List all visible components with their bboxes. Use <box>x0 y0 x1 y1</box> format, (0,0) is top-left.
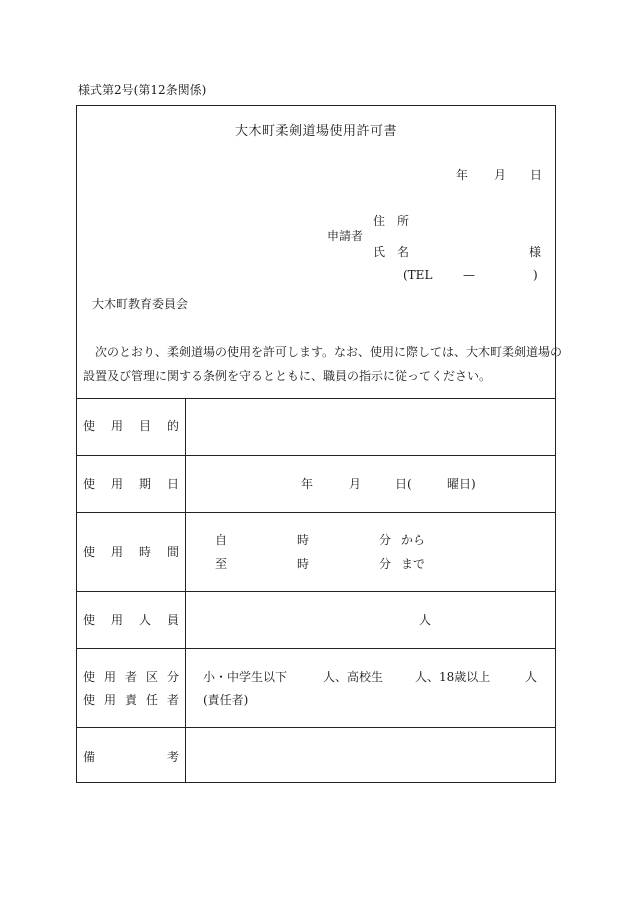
label-char: 時 <box>138 545 151 559</box>
label-char: 人 <box>138 613 151 627</box>
label-char: 使 <box>83 419 96 433</box>
time-from-hour: 時 <box>297 533 310 547</box>
responsible-label <box>83 694 179 706</box>
label-char: 使 <box>83 670 96 684</box>
time-to-hour: 時 <box>297 557 310 571</box>
label-char: 用 <box>110 419 123 433</box>
label-char: 使 <box>83 545 96 559</box>
label-char: 使 <box>83 693 96 707</box>
form-number: 様式第2号(第12条関係) <box>78 83 207 97</box>
row-divider <box>77 648 555 649</box>
time-from-suffix: から <box>401 533 426 547</box>
label-char: 区 <box>145 670 158 684</box>
people-label <box>83 614 179 626</box>
label-char: 日 <box>166 477 179 491</box>
label-char: 用 <box>103 693 116 707</box>
row-divider <box>77 727 555 728</box>
honorific: 様 <box>529 245 542 259</box>
label-char: 使 <box>83 613 96 627</box>
row-divider <box>77 455 555 456</box>
remarks-label-start: 備 <box>83 750 96 764</box>
row-divider <box>77 512 555 513</box>
date-day: 日 <box>530 168 543 182</box>
tel-dash: — <box>463 268 475 282</box>
label-char: 分 <box>166 670 179 684</box>
label-char: 者 <box>166 693 179 707</box>
period-day: 日( <box>395 477 412 491</box>
tel-label: (TEL <box>403 268 433 282</box>
time-label <box>83 546 179 558</box>
category-person1: 人、高校生 <box>323 670 384 684</box>
body-text-line1: 次のとおり、柔剣道場の使用を許可します。なお、使用に際しては、大木町柔剣道場の <box>95 345 563 359</box>
date-month: 月 <box>494 168 507 182</box>
time-from-min: 分 <box>379 533 392 547</box>
period-month: 月 <box>349 477 362 491</box>
label-char: 任 <box>145 693 158 707</box>
responsible-person: (責任者) <box>203 693 249 707</box>
body-text-line2: 設置及び管理に関する条例を守るとともに、職員の指示に従ってください。 <box>83 369 492 383</box>
time-to-suffix: まで <box>401 557 426 571</box>
applicant-label: 申請者 <box>327 229 364 243</box>
row-divider <box>77 591 555 592</box>
remarks-label-end: 考 <box>167 750 180 764</box>
name-label: 氏 名 <box>373 245 410 259</box>
tel-close: ) <box>533 268 538 282</box>
category-label <box>83 671 179 683</box>
label-char: 用 <box>110 477 123 491</box>
label-char: 用 <box>103 670 116 684</box>
label-char: 責 <box>124 693 137 707</box>
permit-form <box>76 105 563 783</box>
period-weekday: 曜日) <box>447 477 476 491</box>
time-from-prefix: 自 <box>215 533 228 547</box>
label-char: 員 <box>166 613 179 627</box>
label-char: 用 <box>110 545 123 559</box>
label-char: 目 <box>138 419 151 433</box>
label-column-divider <box>185 398 186 782</box>
label-char: 間 <box>166 545 179 559</box>
period-label <box>83 478 179 490</box>
table-top-line <box>77 398 555 399</box>
form-title: 大木町柔剣道場使用許可書 <box>234 124 397 139</box>
category-person2: 人、18歳以上 <box>415 670 491 684</box>
people-unit: 人 <box>419 613 432 627</box>
address-label: 住 所 <box>373 214 410 228</box>
time-to-min: 分 <box>379 557 392 571</box>
period-year: 年 <box>301 477 314 491</box>
label-char: 期 <box>138 477 151 491</box>
purpose-label <box>83 420 179 432</box>
label-char: 的 <box>166 419 179 433</box>
addressee: 大木町教育委員会 <box>92 297 189 311</box>
category-person3: 人 <box>525 670 538 684</box>
time-to-prefix: 至 <box>215 557 228 571</box>
label-char: 用 <box>110 613 123 627</box>
label-char: 者 <box>124 670 137 684</box>
date-year: 年 <box>456 168 469 182</box>
label-char: 使 <box>83 477 96 491</box>
category-under-junior: 小・中学生以下 <box>203 670 288 684</box>
